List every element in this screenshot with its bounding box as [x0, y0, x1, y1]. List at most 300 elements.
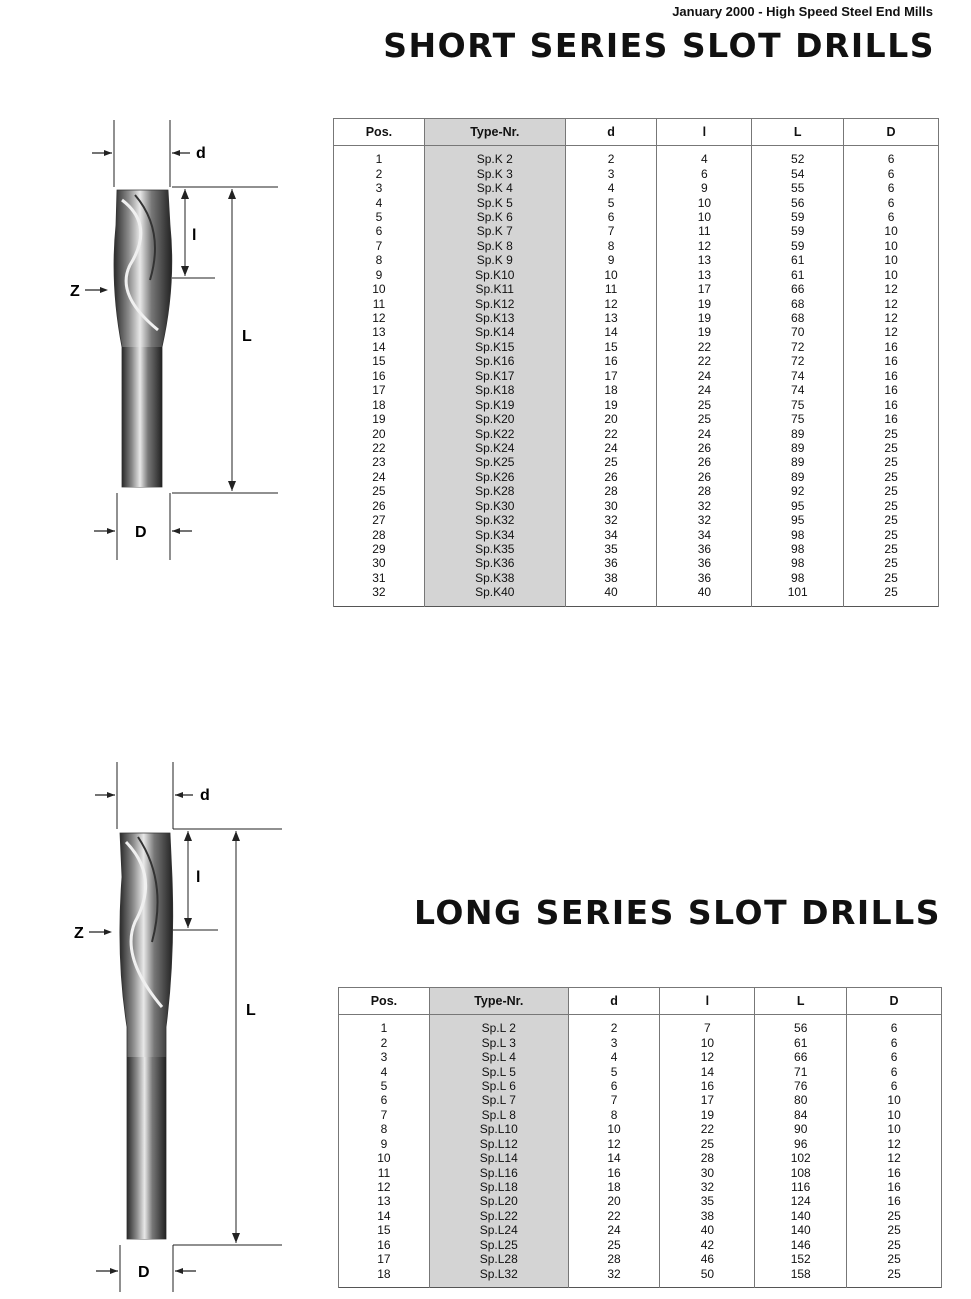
table-row [334, 484, 939, 498]
table-cell: 140 [755, 1209, 847, 1223]
table-cell: 1 [339, 1021, 430, 1035]
table-row [339, 1021, 942, 1035]
table-spacer-cell [755, 1281, 847, 1288]
table-cell: 6 [334, 224, 425, 238]
table-cell: 89 [752, 441, 844, 455]
table-cell: 36 [657, 571, 752, 585]
table-cell: 16 [844, 354, 939, 368]
table-cell: 40 [660, 1223, 755, 1237]
table-cell: 6 [847, 1050, 942, 1064]
table-spacer-cell [565, 600, 657, 607]
table-cell: Sp.K 3 [424, 166, 565, 180]
table-spacer-cell [847, 1281, 942, 1288]
table-cell: 98 [752, 542, 844, 556]
table-cell: Sp.L 3 [429, 1035, 568, 1049]
table-cell: 3 [339, 1050, 430, 1064]
table-cell: 6 [657, 166, 752, 180]
table-cell: 12 [565, 296, 657, 310]
table-cell: 25 [844, 527, 939, 541]
table-cell: 90 [755, 1122, 847, 1136]
table-cell: 101 [752, 585, 844, 599]
table-cell: Sp.K19 [424, 397, 565, 411]
table-cell: 96 [755, 1137, 847, 1151]
table-cell: 3 [334, 181, 425, 195]
table-cell: 25 [847, 1209, 942, 1223]
long-diagram-label-D: D [138, 1264, 150, 1281]
table-cell: 26 [657, 470, 752, 484]
table-cell: 9 [657, 181, 752, 195]
table-row [339, 1238, 942, 1252]
table-cell: 10 [844, 268, 939, 282]
table-cell: 24 [334, 470, 425, 484]
table-cell: Sp.K13 [424, 311, 565, 325]
table-header-row [339, 988, 942, 1015]
table-cell: 25 [844, 513, 939, 527]
table-cell: 13 [334, 325, 425, 339]
table-cell: 11 [339, 1165, 430, 1179]
table-cell: 28 [334, 527, 425, 541]
table-cell: 16 [847, 1165, 942, 1179]
table-spacer-cell [339, 1281, 430, 1288]
long-series-title: LONG SERIES SLOT DRILLS [414, 893, 941, 932]
table-cell: Sp.L22 [429, 1209, 568, 1223]
table-cell: 25 [844, 470, 939, 484]
table-row [339, 1108, 942, 1122]
table-cell: Sp.K34 [424, 527, 565, 541]
table-cell: 75 [752, 412, 844, 426]
table-row [339, 1137, 942, 1151]
table-row [334, 470, 939, 484]
table-cell: 75 [752, 397, 844, 411]
table-cell: 1 [334, 152, 425, 166]
table-row [339, 1194, 942, 1208]
table-cell: 98 [752, 571, 844, 585]
table-cell: 26 [657, 455, 752, 469]
table-cell: 16 [339, 1238, 430, 1252]
table-cell: 19 [657, 296, 752, 310]
table-cell: 11 [334, 296, 425, 310]
table-cell: 158 [755, 1266, 847, 1280]
column-header-D: D [844, 119, 939, 146]
table-cell: 66 [752, 282, 844, 296]
column-header-type: Type-Nr. [424, 119, 565, 146]
table-cell: 10 [339, 1151, 430, 1165]
table-cell: 31 [334, 571, 425, 585]
column-header-pos: Pos. [339, 988, 430, 1015]
table-cell: 6 [847, 1021, 942, 1035]
table-cell: 5 [565, 195, 657, 209]
table-cell: 4 [568, 1050, 660, 1064]
table-cell: 9 [334, 268, 425, 282]
table-spacer-cell [424, 600, 565, 607]
table-cell: 16 [847, 1180, 942, 1194]
table-cell: Sp.K11 [424, 282, 565, 296]
table-row [339, 1165, 942, 1179]
table-cell: Sp.K 7 [424, 224, 565, 238]
table-cell: 13 [657, 253, 752, 267]
table-row [339, 1252, 942, 1266]
table-cell: 22 [334, 441, 425, 455]
table-cell: Sp.L 2 [429, 1021, 568, 1035]
table-cell: 18 [334, 397, 425, 411]
table-cell: 25 [568, 1238, 660, 1252]
table-cell: 16 [844, 412, 939, 426]
table-cell: 102 [755, 1151, 847, 1165]
table-cell: 19 [334, 412, 425, 426]
table-cell: 28 [657, 484, 752, 498]
table-cell: 29 [334, 542, 425, 556]
table-cell: Sp.L12 [429, 1137, 568, 1151]
table-cell: 6 [844, 152, 939, 166]
table-cell: 59 [752, 239, 844, 253]
table-cell: 52 [752, 152, 844, 166]
table-row [334, 383, 939, 397]
table-cell: 22 [568, 1209, 660, 1223]
table-cell: 61 [752, 253, 844, 267]
table-cell: Sp.K 5 [424, 195, 565, 209]
table-cell: 26 [565, 470, 657, 484]
table-row [334, 296, 939, 310]
table-cell: 16 [568, 1165, 660, 1179]
short-drill-shank [122, 347, 162, 487]
table-cell: 98 [752, 556, 844, 570]
table-cell: 32 [334, 585, 425, 599]
table-cell: Sp.K16 [424, 354, 565, 368]
diagram-label-Z: Z [70, 283, 80, 300]
table-cell: Sp.L 8 [429, 1108, 568, 1122]
table-cell: Sp.K26 [424, 470, 565, 484]
table-cell: Sp.L 4 [429, 1050, 568, 1064]
table-cell: 12 [334, 311, 425, 325]
table-cell: 2 [339, 1035, 430, 1049]
table-cell: Sp.K10 [424, 268, 565, 282]
table-cell: 10 [844, 239, 939, 253]
table-cell: 42 [660, 1238, 755, 1252]
table-cell: 17 [339, 1252, 430, 1266]
table-cell: 22 [660, 1122, 755, 1136]
table-cell: 25 [844, 441, 939, 455]
column-header-L: L [755, 988, 847, 1015]
table-cell: Sp.L32 [429, 1266, 568, 1280]
table-cell: 72 [752, 340, 844, 354]
table-cell: 25 [844, 571, 939, 585]
table-cell: 10 [568, 1122, 660, 1136]
table-cell: 16 [565, 354, 657, 368]
table-row [334, 282, 939, 296]
table-cell: 9 [339, 1137, 430, 1151]
table-row [339, 1209, 942, 1223]
table-cell: 32 [657, 513, 752, 527]
table-cell: 7 [660, 1021, 755, 1035]
table-cell: 38 [565, 571, 657, 585]
table-cell: 20 [334, 426, 425, 440]
table-cell: 40 [657, 585, 752, 599]
table-row [339, 1064, 942, 1078]
page-header-note: January 2000 - High Speed Steel End Mills [672, 4, 933, 19]
table-cell: 35 [660, 1194, 755, 1208]
table-spacer-cell [660, 1281, 755, 1288]
table-cell: Sp.K17 [424, 369, 565, 383]
table-cell: Sp.L14 [429, 1151, 568, 1165]
table-cell: Sp.L10 [429, 1122, 568, 1136]
table-cell: 17 [657, 282, 752, 296]
table-cell: 25 [847, 1238, 942, 1252]
table-cell: 6 [844, 166, 939, 180]
table-cell: 18 [565, 383, 657, 397]
table-cell: 66 [755, 1050, 847, 1064]
table-cell: Sp.K 2 [424, 152, 565, 166]
table-cell: 25 [844, 455, 939, 469]
table-cell: 16 [844, 383, 939, 397]
table-cell: 68 [752, 311, 844, 325]
table-row [339, 1122, 942, 1136]
long-series-table [338, 987, 942, 1288]
table-row [334, 556, 939, 570]
table-cell: 108 [755, 1165, 847, 1179]
column-header-L: L [752, 119, 844, 146]
table-cell: 6 [847, 1035, 942, 1049]
table-cell: 25 [657, 412, 752, 426]
table-row [339, 1266, 942, 1280]
table-row [334, 397, 939, 411]
table-cell: 12 [847, 1137, 942, 1151]
table-cell: 4 [657, 152, 752, 166]
long-drill-shank [127, 1057, 166, 1239]
table-cell: 18 [568, 1180, 660, 1194]
table-row [334, 152, 939, 166]
table-cell: 59 [752, 224, 844, 238]
table-cell: 12 [660, 1050, 755, 1064]
table-cell: 10 [847, 1122, 942, 1136]
table-cell: 25 [847, 1252, 942, 1266]
table-cell: 10 [844, 224, 939, 238]
table-cell: 116 [755, 1180, 847, 1194]
column-header-d: d [568, 988, 660, 1015]
table-cell: 7 [568, 1093, 660, 1107]
table-cell: 23 [334, 455, 425, 469]
table-cell: 12 [568, 1137, 660, 1151]
table-cell: 25 [660, 1137, 755, 1151]
table-cell: 15 [334, 354, 425, 368]
table-cell: Sp.L 5 [429, 1064, 568, 1078]
table-cell: Sp.L24 [429, 1223, 568, 1237]
table-cell: 24 [657, 369, 752, 383]
long-diagram-label-L: L [246, 1002, 256, 1019]
table-cell: 55 [752, 181, 844, 195]
table-cell: 12 [339, 1180, 430, 1194]
table-row [334, 426, 939, 440]
table-cell: 95 [752, 499, 844, 513]
table-cell: 14 [565, 325, 657, 339]
table-cell: 25 [844, 426, 939, 440]
table-cell: 6 [847, 1064, 942, 1078]
table-row [334, 253, 939, 267]
table-cell: 25 [847, 1223, 942, 1237]
table-cell: 54 [752, 166, 844, 180]
table-cell: 2 [568, 1021, 660, 1035]
table-cell: 12 [847, 1151, 942, 1165]
table-cell: 10 [565, 268, 657, 282]
table-cell: 6 [847, 1079, 942, 1093]
table-cell: 10 [847, 1108, 942, 1122]
table-cell: 24 [568, 1223, 660, 1237]
short-series-rows [334, 146, 939, 607]
table-row [339, 1050, 942, 1064]
table-cell: 10 [334, 282, 425, 296]
table-cell: 7 [334, 239, 425, 253]
diagram-label-L: L [242, 328, 252, 345]
table-cell: Sp.K25 [424, 455, 565, 469]
table-cell: 6 [844, 210, 939, 224]
table-cell: 14 [339, 1209, 430, 1223]
table-cell: 26 [657, 441, 752, 455]
table-row [339, 1079, 942, 1093]
table-cell: 56 [755, 1021, 847, 1035]
table-cell: Sp.K18 [424, 383, 565, 397]
table-cell: Sp.K 8 [424, 239, 565, 253]
table-cell: 16 [844, 369, 939, 383]
table-row [334, 340, 939, 354]
table-cell: 19 [660, 1108, 755, 1122]
table-cell: 20 [568, 1194, 660, 1208]
table-spacer-cell [657, 600, 752, 607]
table-cell: 14 [568, 1151, 660, 1165]
table-cell: 16 [334, 369, 425, 383]
table-cell: Sp.K22 [424, 426, 565, 440]
table-cell: Sp.K38 [424, 571, 565, 585]
table-cell: 22 [657, 340, 752, 354]
table-cell: 8 [565, 239, 657, 253]
diagram-label-D: D [135, 524, 147, 541]
table-row [334, 210, 939, 224]
table-cell: Sp.K36 [424, 556, 565, 570]
table-cell: 40 [565, 585, 657, 599]
table-cell: 35 [565, 542, 657, 556]
table-cell: 3 [568, 1035, 660, 1049]
table-row [334, 195, 939, 209]
table-cell: 30 [334, 556, 425, 570]
diagram-label-d: d [196, 145, 206, 162]
table-row [334, 268, 939, 282]
table-cell: 10 [657, 210, 752, 224]
short-series-table [333, 118, 939, 607]
table-cell: 25 [844, 585, 939, 599]
table-cell: 22 [565, 426, 657, 440]
table-cell: Sp.K40 [424, 585, 565, 599]
table-cell: 36 [657, 542, 752, 556]
table-cell: 16 [844, 397, 939, 411]
table-cell: 89 [752, 426, 844, 440]
table-cell: 71 [755, 1064, 847, 1078]
table-cell: 20 [565, 412, 657, 426]
table-cell: Sp.K 6 [424, 210, 565, 224]
table-cell: 25 [657, 397, 752, 411]
table-cell: 16 [844, 340, 939, 354]
table-cell: 12 [844, 282, 939, 296]
table-cell: 13 [339, 1194, 430, 1208]
table-cell: Sp.K15 [424, 340, 565, 354]
table-cell: 16 [847, 1194, 942, 1208]
table-cell: 13 [565, 311, 657, 325]
column-header-l: l [660, 988, 755, 1015]
table-row [339, 1223, 942, 1237]
table-spacer-cell [752, 600, 844, 607]
table-cell: 89 [752, 470, 844, 484]
table-cell: 28 [565, 484, 657, 498]
table-cell: 12 [844, 325, 939, 339]
table-cell: 32 [565, 513, 657, 527]
table-cell: Sp.L16 [429, 1165, 568, 1179]
table-cell: 61 [752, 268, 844, 282]
table-row [334, 224, 939, 238]
table-cell: 19 [565, 397, 657, 411]
long-series-rows [339, 1015, 942, 1288]
table-cell: Sp.L18 [429, 1180, 568, 1194]
long-drill-diagram [60, 757, 320, 1297]
table-cell: 12 [657, 239, 752, 253]
table-row [334, 455, 939, 469]
table-cell: Sp.K12 [424, 296, 565, 310]
table-row [334, 513, 939, 527]
table-row [339, 1151, 942, 1165]
table-cell: 124 [755, 1194, 847, 1208]
table-cell: 18 [339, 1266, 430, 1280]
table-cell: 6 [339, 1093, 430, 1107]
table-cell: 9 [565, 253, 657, 267]
table-cell: Sp.K32 [424, 513, 565, 527]
table-cell: Sp.L 6 [429, 1079, 568, 1093]
table-row [334, 311, 939, 325]
table-cell: 50 [660, 1266, 755, 1280]
table-cell: 10 [847, 1093, 942, 1107]
table-cell: 59 [752, 210, 844, 224]
column-header-D: D [847, 988, 942, 1015]
table-cell: Sp.K14 [424, 325, 565, 339]
table-cell: 146 [755, 1238, 847, 1252]
table-row [334, 239, 939, 253]
table-row [334, 166, 939, 180]
table-cell: Sp.K30 [424, 499, 565, 513]
table-cell: 10 [660, 1035, 755, 1049]
table-cell: 98 [752, 527, 844, 541]
table-row [334, 527, 939, 541]
table-cell: 25 [847, 1266, 942, 1280]
table-row [334, 499, 939, 513]
table-row [334, 181, 939, 195]
table-cell: 140 [755, 1223, 847, 1237]
table-row [339, 1093, 942, 1107]
column-header-pos: Pos. [334, 119, 425, 146]
table-cell: 4 [565, 181, 657, 195]
table-cell: 72 [752, 354, 844, 368]
diagram-label-l: l [192, 227, 197, 244]
table-cell: Sp.K20 [424, 412, 565, 426]
table-cell: 30 [565, 499, 657, 513]
table-cell: 74 [752, 369, 844, 383]
table-cell: 11 [565, 282, 657, 296]
column-header-type: Type-Nr. [429, 988, 568, 1015]
table-cell: 6 [844, 181, 939, 195]
table-spacer-cell [429, 1281, 568, 1288]
table-cell: 28 [660, 1151, 755, 1165]
table-cell: 56 [752, 195, 844, 209]
short-series-title: SHORT SERIES SLOT DRILLS [383, 26, 935, 65]
table-cell: 19 [657, 325, 752, 339]
table-cell: 24 [657, 426, 752, 440]
short-drill-diagram [60, 115, 320, 575]
table-cell: 25 [844, 556, 939, 570]
table-cell: Sp.L 7 [429, 1093, 568, 1107]
